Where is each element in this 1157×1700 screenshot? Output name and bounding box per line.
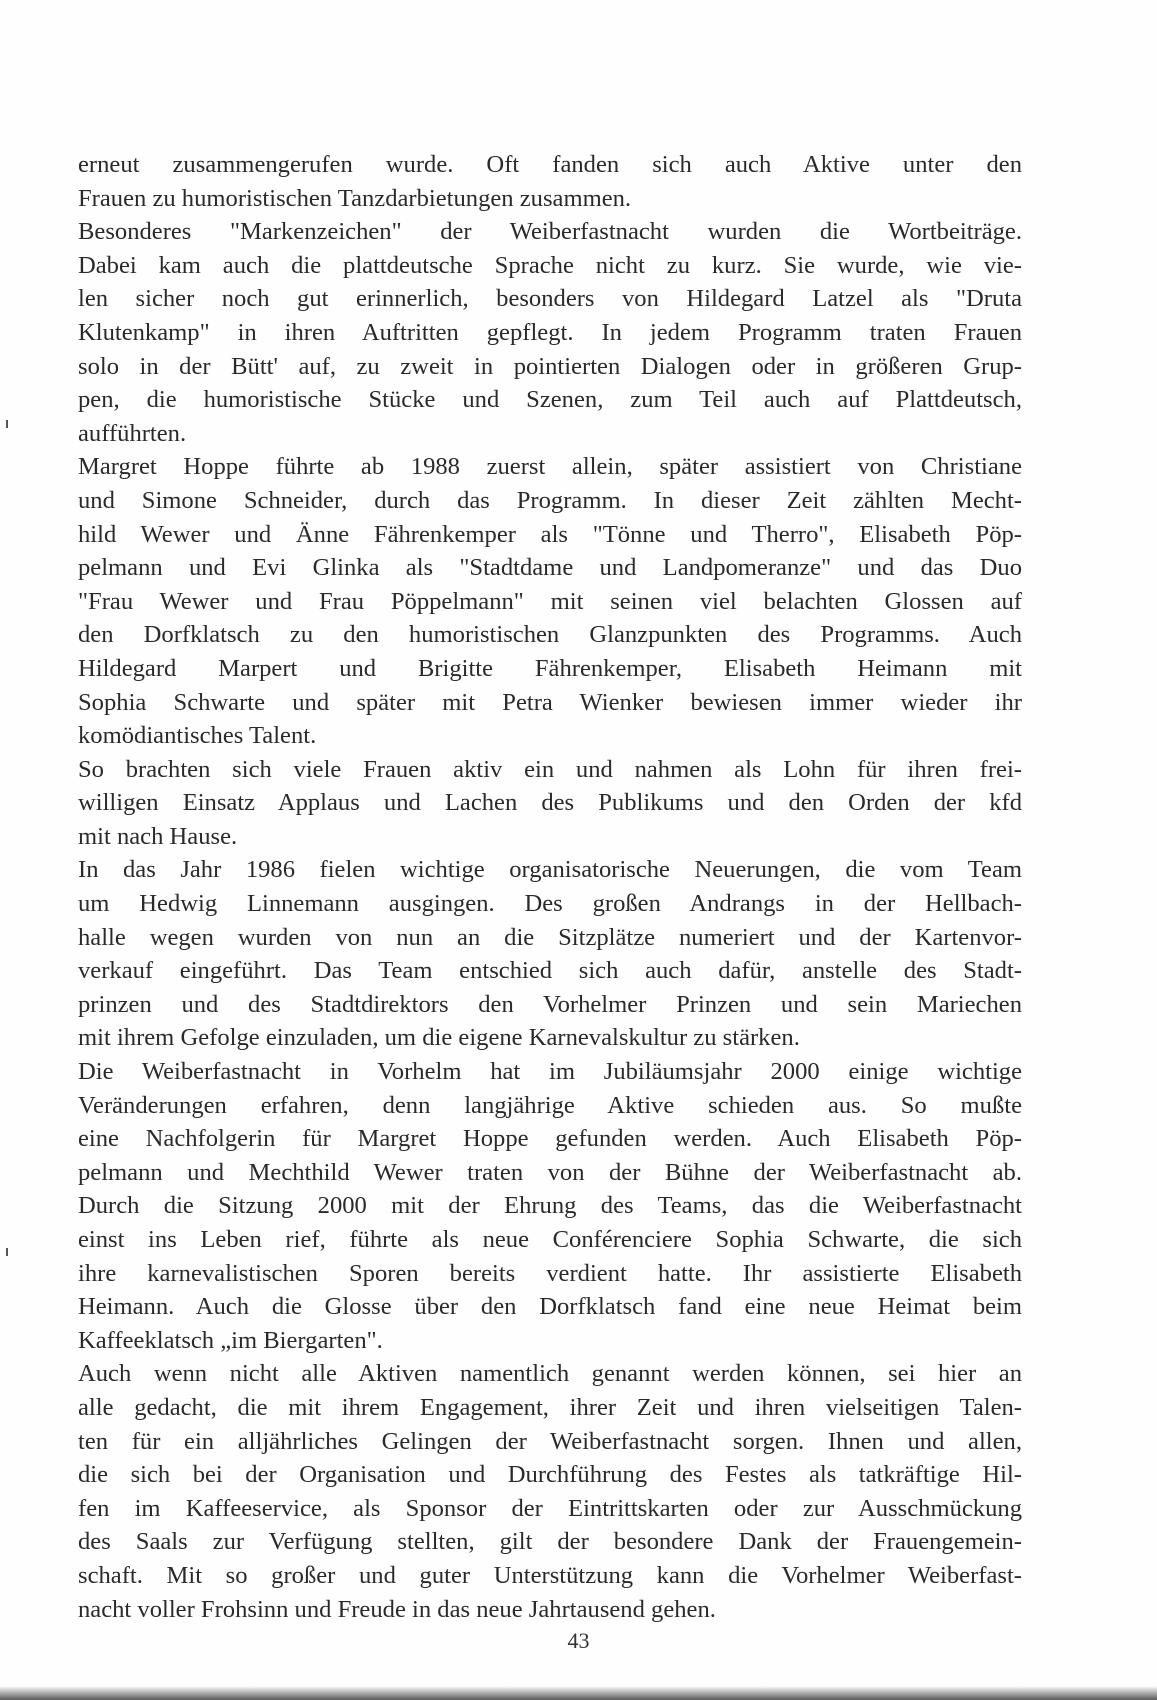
text-line: Auch wenn nicht alle Aktiven namentlich genannt werden können, sei hier an xyxy=(78,1360,1022,1388)
text-line: Kaffeeklatsch „im Biergarten". xyxy=(78,1326,383,1354)
text-line: len sicher noch gut erinnerlich, besonders von Hildegard Latzel als "Druta xyxy=(78,285,1022,313)
page-number: 43 xyxy=(567,1628,590,1653)
text-line: Hildegard Marpert und Brigitte Fährenkemper, Elisabeth Heimann mit xyxy=(78,654,1022,682)
text-line: Die Weiberfastnacht in Vorhelm hat im Jubiläumsjahr 2000 einige wichtige xyxy=(78,1058,1022,1086)
text-line: halle wegen wurden von nun an die Sitzplätze numeriert und der Kartenvor- xyxy=(78,923,1022,951)
scan-mark-left-upper xyxy=(6,420,8,428)
text-line: des Saals zur Verfügung stellten, gilt der besondere Dank der Frauengemein- xyxy=(78,1528,1022,1556)
text-line: und Simone Schneider, durch das Programm. In dieser Zeit zählten Mecht- xyxy=(78,486,1022,514)
text-line: Heimann. Auch die Glosse über den Dorfklatsch fand eine neue Heimat beim xyxy=(78,1293,1022,1321)
text-line: So brachten sich viele Frauen aktiv ein und nahmen als Lohn für ihren frei- xyxy=(78,755,1022,783)
text-line: alle gedacht, die mit ihrem Engagement, ihrer Zeit und ihren vielseitigen Talen- xyxy=(78,1393,1022,1421)
text-line: einst ins Leben rief, führte als neue Conférenciere Sophia Schwarte, die sich xyxy=(78,1226,1022,1253)
scan-bottom-edge xyxy=(0,1686,1157,1700)
text-line: die sich bei der Organisation und Durchführung des Festes als tatkräftige Hil- xyxy=(78,1461,1022,1489)
text-line: willigen Einsatz Applaus und Lachen des Publikums und den Orden der kfd xyxy=(78,789,1022,817)
text-line: hild Wewer und Änne Fährenkemper als "Tönne und Therro", Elisabeth Pöp- xyxy=(78,520,1022,548)
text-line: ten für ein alljährliches Gelingen der Weiberfastnacht sorgen. Ihnen und allen, xyxy=(78,1427,1022,1455)
body-text xyxy=(78,148,1022,1626)
text-line: pen, die humoristische Stücke und Szenen, zum Teil auch auf Plattdeutsch, xyxy=(78,386,1022,414)
text-line: aufführten. xyxy=(78,419,187,447)
text-line: ihre karnevalistischen Sporen bereits verdient hatte. Ihr assistierte Elisabeth xyxy=(78,1259,1022,1287)
text-line: Sophia Schwarte und später mit Petra Wienker bewiesen immer wieder ihr xyxy=(78,688,1022,716)
text-line: Klutenkamp" in ihren Auftritten gepflegt. In jedem Programm traten Frauen xyxy=(78,318,1022,346)
scan-mark-left-lower xyxy=(6,1248,8,1256)
text-line: solo in der Bütt' auf, zu zweit in pointierten Dialogen oder in größeren Grup- xyxy=(78,352,1022,380)
text-line: verkauf eingeführt. Das Team entschied sich auch dafür, anstelle des Stadt- xyxy=(78,957,1022,985)
text-line: prinzen und des Stadtdirektors den Vorhelmer Prinzen und sein Mariechen xyxy=(78,990,1022,1018)
text-line: um Hedwig Linnemann ausgingen. Des großen Andrangs in der Hellbach- xyxy=(78,890,1022,918)
text-line: pelmann und Evi Glinka als "Stadtdame und Landpomeranze" und das Duo xyxy=(78,554,1022,582)
text-line: Veränderungen erfahren, denn langjährige Aktive schieden aus. So mußte xyxy=(78,1091,1022,1119)
text-line: In das Jahr 1986 fielen wichtige organisatorische Neuerungen, die vom Team xyxy=(78,856,1022,884)
text-line: mit ihrem Gefolge einzuladen, um die eigene Karnevalskultur zu stärken. xyxy=(78,1024,800,1052)
text-line: pelmann und Mechthild Wewer traten von der Bühne der Weiberfastnacht ab. xyxy=(78,1158,1022,1186)
text-line: schaft. Mit so großer und guter Unterstützung kann die Vorhelmer Weiberfast- xyxy=(78,1561,1022,1589)
text-line: fen im Kaffeeservice, als Sponsor der Eintrittskarten oder zur Ausschmückung xyxy=(78,1494,1022,1522)
text-line: Dabei kam auch die plattdeutsche Sprache nicht zu kurz. Sie wurde, wie vie- xyxy=(78,251,1022,279)
text-line: nacht voller Frohsinn und Freude in das neue Jahrtausend gehen. xyxy=(78,1595,716,1623)
text-line: den Dorfklatsch zu den humoristischen Glanzpunkten des Programms. Auch xyxy=(78,621,1022,649)
text-line: Frauen zu humoristischen Tanzdarbietungen zusammen. xyxy=(78,184,632,212)
text-line: erneut zusammengerufen wurde. Oft fanden sich auch Aktive unter den xyxy=(78,151,1022,178)
text-line: komödiantisches Talent. xyxy=(78,722,317,750)
text-line: eine Nachfolgerin für Margret Hoppe gefunden werden. Auch Elisabeth Pöp- xyxy=(78,1125,1022,1153)
text-line: Durch die Sitzung 2000 mit der Ehrung des Teams, das die Weiberfastnacht xyxy=(78,1192,1022,1220)
text-line: Besonderes "Markenzeichen" der Weiberfastnacht wurden die Wortbeiträge. xyxy=(78,218,1022,246)
text-line: mit nach Hause. xyxy=(78,822,238,850)
text-line: "Frau Wewer und Frau Pöppelmann" mit seinen viel belachten Glossen auf xyxy=(78,587,1022,615)
text-line: Margret Hoppe führte ab 1988 zuerst allein, später assistiert von Christiane xyxy=(78,453,1022,481)
